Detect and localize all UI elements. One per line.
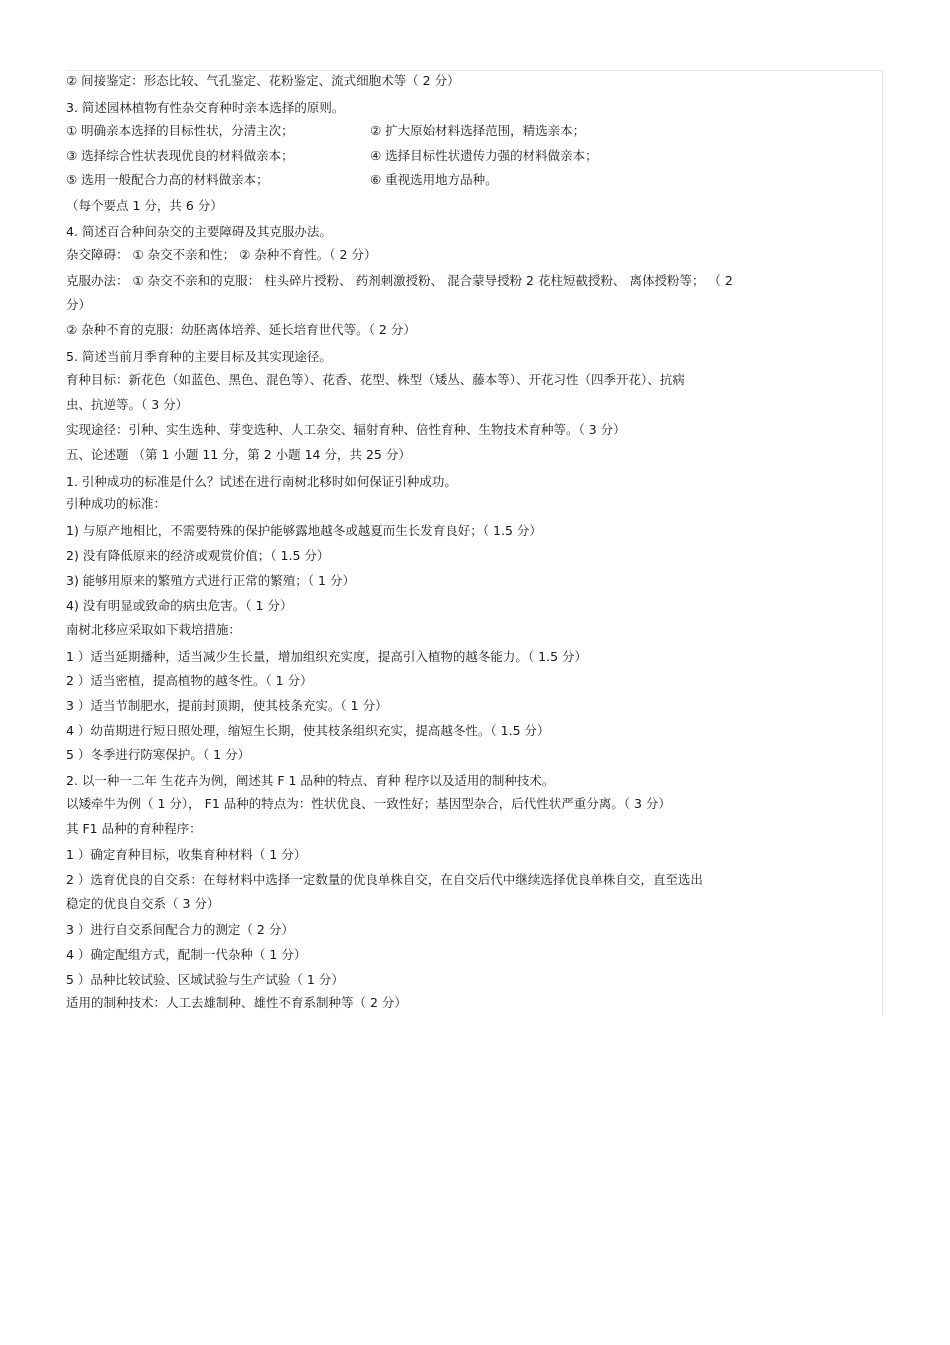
text-line: 2 ）选育优良的自交系：在每材料中选择一定数量的优良单株自交，在自交后代中继续选择优良单株自交，直至选出 bbox=[66, 872, 703, 887]
text-line: 3 ）进行自交系间配合力的测定（ 2 分） bbox=[66, 922, 294, 937]
text-line: 1 ）确定育种目标，收集育种材料（ 1 分） bbox=[66, 847, 307, 862]
text-line: 3) 能够用原来的繁殖方式进行正常的繁殖；（ 1 分） bbox=[66, 573, 355, 588]
text-line: 5 ）品种比较试验、区域试验与生产试验（ 1 分） bbox=[66, 972, 344, 987]
text-line: 虫、抗逆等。（ 3 分） bbox=[66, 397, 189, 412]
question-heading: 5. 简述当前月季育种的主要目标及其实现途径。 bbox=[66, 349, 332, 364]
section-heading: 五、论述题 （第 1 小题 11 分，第 2 小题 14 分，共 25 分） bbox=[66, 447, 411, 462]
text-line: ② 杂种不育的克服：幼胚离体培养、延长培育世代等。（ 2 分） bbox=[66, 322, 416, 337]
text-line: ③ 选择综合性状表现优良的材料做亲本； ④ 选择目标性状遗传力强的材料做亲本； bbox=[66, 148, 598, 163]
question-heading: 2. 以一种一二年 生花卉为例，阐述其 F 1 品种的特点、育种 程序以及适用的制种技术。 bbox=[66, 773, 555, 788]
text-line: （每个要点 1 分，共 6 分） bbox=[66, 198, 223, 213]
text-line: 实现途径：引种、实生选种、芽变选种、人工杂交、辐射育种、倍性育种、生物技术育种等。（ 3 分） bbox=[66, 422, 626, 437]
text-line: 4 ）确定配组方式，配制一代杂种（ 1 分） bbox=[66, 947, 307, 962]
text-line: 2) 没有降低原来的经济或观赏价值；（ 1.5 分） bbox=[66, 548, 330, 563]
text-line: 分） bbox=[66, 297, 92, 312]
text-line: 适用的制种技术：人工去雄制种、雄性不育系制种等（ 2 分） bbox=[66, 995, 407, 1010]
text-line: 南树北移应采取如下栽培措施： bbox=[66, 622, 242, 637]
text-line: 1) 与原产地相比，不需要特殊的保护能够露地越冬或越夏而生长发育良好；（ 1.5 分） bbox=[66, 523, 542, 538]
text-line: 克服办法： ① 杂交不亲和的克服： 柱头碎片授粉、 药剂刺激授粉、 混合蒙导授粉 2 花柱短截授粉、 离体授粉等； （ 2 bbox=[66, 273, 733, 288]
text-line: 育种目标：新花色（如蓝色、黑色、混色等）、花香、花型、株型（矮丛、藤本等）、开花习性（四季开花）、抗病 bbox=[66, 372, 685, 387]
question-heading: 1. 引种成功的标准是什么？试述在进行南树北移时如何保证引种成功。 bbox=[66, 474, 457, 489]
text-line: 以矮牵牛为例（ 1 分）， F1 品种的特点为：性状优良、一致性好；基因型杂合，后代性状严重分离。（ 3 分） bbox=[66, 796, 671, 811]
text-line: ② 间接鉴定：形态比较、气孔鉴定、花粉鉴定、流式细胞术等（ 2 分） bbox=[66, 73, 460, 88]
text-line: 3 ）适当节制肥水，提前封顶期，使其枝条充实。（ 1 分） bbox=[66, 698, 388, 713]
text-line: 杂交障碍： ① 杂交不亲和性； ② 杂种不育性。（ 2 分） bbox=[66, 247, 377, 262]
text-line: 引种成功的标准： bbox=[66, 496, 167, 511]
text-line: 1 ）适当延期播种，适当减少生长量，增加组织充实度，提高引入植物的越冬能力。（ 1.5 分） bbox=[66, 649, 588, 664]
text-line: 其 F1 品种的育种程序： bbox=[66, 821, 202, 836]
question-heading: 4. 简述百合种间杂交的主要障碍及其克服办法。 bbox=[66, 224, 332, 239]
question-heading: 3. 简述园林植物有性杂交育种时亲本选择的原则。 bbox=[66, 100, 345, 115]
text-line: ⑤ 选用一般配合力高的材料做亲本； ⑥ 重视选用地方品种。 bbox=[66, 172, 498, 187]
text-line: 2 ）适当密植，提高植物的越冬性。（ 1 分） bbox=[66, 673, 313, 688]
text-line: 4) 没有明显或致命的病虫危害。（ 1 分） bbox=[66, 598, 293, 613]
text-line: 4 ）幼苗期进行短日照处理，缩短生长期，使其枝条组织充实，提高越冬性。（ 1.5 分） bbox=[66, 723, 550, 738]
text-line: 5 ）冬季进行防寒保护。（ 1 分） bbox=[66, 747, 251, 762]
text-line: 稳定的优良自交系（ 3 分） bbox=[66, 896, 220, 911]
text-line: ① 明确亲本选择的目标性状，分清主次； ② 扩大原始材料选择范围，精选亲本； bbox=[66, 123, 586, 138]
